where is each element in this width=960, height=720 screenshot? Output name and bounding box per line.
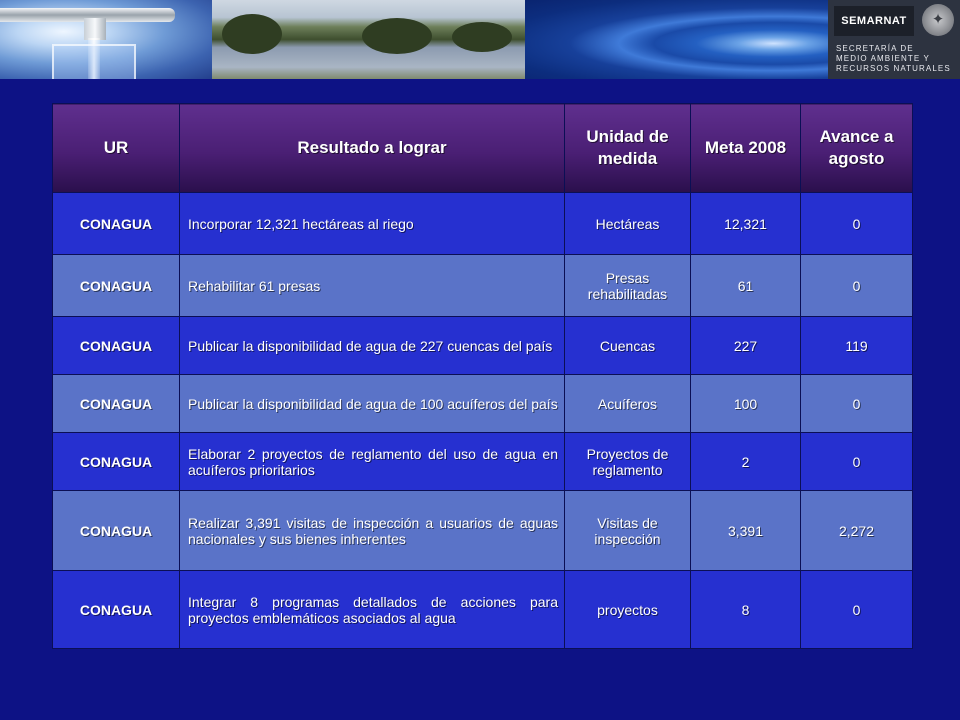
cell-unidad: Acuíferos (565, 375, 691, 433)
table-row (53, 193, 913, 255)
cell-unidad: Hectáreas (565, 193, 691, 255)
header-meta: Meta 2008 (691, 104, 801, 193)
cell-ur: CONAGUA (53, 571, 180, 649)
table-row (53, 571, 913, 649)
header-ur: UR (53, 104, 180, 193)
cell-unidad: proyectos (565, 571, 691, 649)
table-row (53, 491, 913, 571)
table-row (53, 375, 913, 433)
cell-unidad: Cuencas (565, 317, 691, 375)
semarnat-logo (828, 0, 960, 79)
goals-table (52, 103, 913, 649)
cell-ur: CONAGUA (53, 255, 180, 317)
cell-avance: 0 (801, 375, 913, 433)
national-seal-icon: ✦ (922, 4, 954, 36)
faucet-water-image (0, 0, 212, 79)
cell-avance: 0 (801, 255, 913, 317)
cell-meta: 61 (691, 255, 801, 317)
logo-brand: SEMARNAT (834, 6, 914, 36)
cell-meta: 2 (691, 433, 801, 491)
cell-resultado: Integrar 8 programas detallados de acciones para proyectos emblemáticos asociados al agua (180, 571, 565, 649)
header-resultado: Resultado a lograr (180, 104, 565, 193)
cell-meta: 3,391 (691, 491, 801, 571)
cell-avance: 119 (801, 317, 913, 375)
cell-ur: CONAGUA (53, 317, 180, 375)
table-row (53, 433, 913, 491)
cell-avance: 0 (801, 433, 913, 491)
cell-avance: 2,272 (801, 491, 913, 571)
cell-resultado: Publicar la disponibilidad de agua de 100 acuíferos del país (180, 375, 565, 433)
cell-unidad: Visitas de inspección (565, 491, 691, 571)
cell-resultado: Elaborar 2 proyectos de reglamento del uso de agua en acuíferos prioritarios (180, 433, 565, 491)
cell-unidad: Proyectos de reglamento (565, 433, 691, 491)
cell-ur: CONAGUA (53, 193, 180, 255)
header-banner (0, 0, 960, 79)
table-header-row (53, 104, 913, 193)
cell-avance: 0 (801, 571, 913, 649)
cell-resultado: Incorporar 12,321 hectáreas al riego (180, 193, 565, 255)
cell-resultado: Publicar la disponibilidad de agua de 227 cuencas del país (180, 317, 565, 375)
cell-avance: 0 (801, 193, 913, 255)
logo-subtitle: SECRETARÍA DE MEDIO AMBIENTE Y RECURSOS NATURALES (836, 44, 951, 73)
table-row (53, 317, 913, 375)
cell-resultado: Realizar 3,391 visitas de inspección a usuarios de aguas nacionales y sus bienes inherentes (180, 491, 565, 571)
lake-landscape-image (212, 0, 525, 79)
cell-meta: 227 (691, 317, 801, 375)
water-ripple-image (525, 0, 828, 79)
cell-meta: 100 (691, 375, 801, 433)
header-unidad: Unidad de medida (565, 104, 691, 193)
cell-meta: 8 (691, 571, 801, 649)
cell-meta: 12,321 (691, 193, 801, 255)
cell-ur: CONAGUA (53, 433, 180, 491)
header-avance: Avance a agosto (801, 104, 913, 193)
cell-resultado: Rehabilitar 61 presas (180, 255, 565, 317)
cell-ur: CONAGUA (53, 491, 180, 571)
cell-ur: CONAGUA (53, 375, 180, 433)
table-row (53, 255, 913, 317)
cell-unidad: Presas rehabilitadas (565, 255, 691, 317)
